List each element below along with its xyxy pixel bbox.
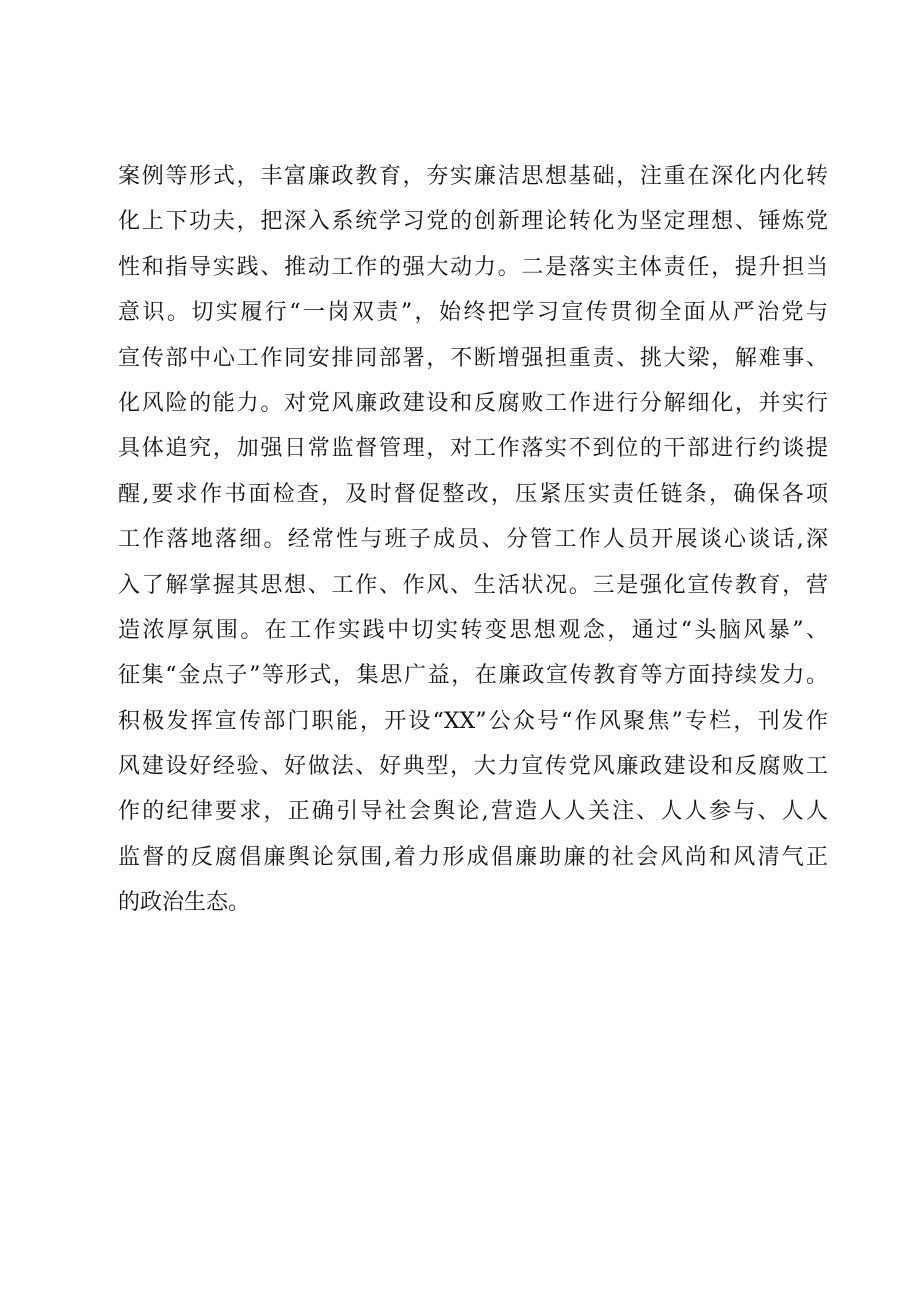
text-line-16: 监督的反腐倡廉舆论氛围,着力形成倡廉助廉的社会风尚和风清气正 [118, 844, 828, 870]
text-line-11: 造浓厚氛围。在工作实践中切实转变思想观念，通过“头脑风暴”、 [118, 617, 828, 643]
text-line-15: 作的纪律要求，正确引导社会舆论,营造人人关注、人人参与、人人 [118, 799, 828, 825]
text-line-6: 化风险的能力。对党风廉政建设和反腐败工作进行分解细化，并实行 [118, 390, 828, 416]
text-line-14: 风建设好经验、好做法、好典型，大力宣传党风廉政建设和反腐败工 [118, 754, 828, 780]
text-line-13: 积极发挥宣传部门职能，开设“XX”公众号“作风聚焦”专栏，刊发作 [118, 708, 828, 734]
text-line-12: 征集“金点子”等形式，集思广益，在廉政宣传教育等方面持续发力。 [118, 663, 828, 689]
body-paragraph [118, 154, 828, 926]
text-line-2: 化上下功夫，把深入系统学习党的创新理论转化为坚定理想、锤炼党 [118, 209, 828, 235]
text-line-9: 工作落地落细。经常性与班子成员、分管工作人员开展谈心谈话,深 [118, 527, 828, 553]
text-line-10: 入了解掌握其思想、工作、作风、生活状况。三是强化宣传教育，营 [118, 572, 828, 598]
text-line-3: 性和指导实践、推动工作的强大动力。二是落实主体责任，提升担当 [118, 254, 828, 280]
text-line-1: 案例等形式，丰富廉政教育，夯实廉洁思想基础，注重在深化内化转 [118, 164, 828, 189]
text-line-17: 的政治生态。 [118, 890, 251, 916]
text-line-4: 意识。切实履行“一岗双责”，始终把学习宣传贯彻全面从严治党与 [118, 300, 828, 326]
text-line-8: 醒,要求作书面检查，及时督促整改，压紧压实责任链条，确保各项 [118, 481, 828, 507]
text-line-5: 宣传部中心工作同安排同部署，不断增强担重责、挑大梁，解难事、 [118, 345, 828, 371]
text-line-7: 具体追究，加强日常监督管理，对工作落实不到位的干部进行约谈提 [118, 436, 828, 462]
